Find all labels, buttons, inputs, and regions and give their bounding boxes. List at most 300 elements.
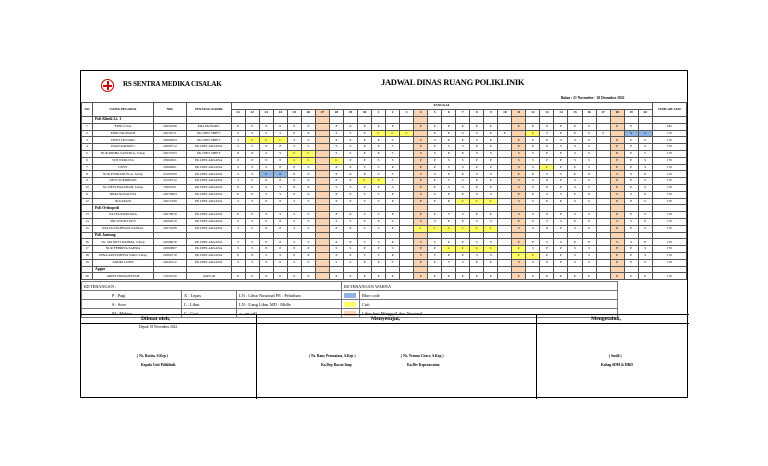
row-total: 176 <box>652 252 686 259</box>
schedule-cell <box>414 232 428 239</box>
schedule-cell: S <box>526 259 540 266</box>
schedule-cell: S <box>231 130 245 137</box>
row-job: PK I/PELAKSANA <box>186 259 231 266</box>
schedule-cell: S <box>540 218 554 225</box>
schedule-cell: S <box>568 178 582 185</box>
row-no: 15 <box>82 225 93 232</box>
page-title: JADWAL DINAS RUANG POLIKLINIK <box>381 77 525 87</box>
schedule-cell: S <box>287 137 301 144</box>
schedule-cell <box>582 266 596 273</box>
date-header: 9 <box>484 110 498 117</box>
schedule-cell <box>315 266 329 273</box>
schedule-cell: S <box>568 225 582 232</box>
row-no: 10 <box>82 184 93 191</box>
schedule-cell <box>456 266 470 273</box>
schedule-cell: P <box>273 259 287 266</box>
schedule-cell: P <box>231 252 245 259</box>
schedule-cell: S <box>540 191 554 198</box>
schedule-cell <box>372 266 386 273</box>
schedule-cell: P <box>273 239 287 246</box>
schedule-cell: S <box>484 252 498 259</box>
row-job: PK I/PELAKSANA <box>186 252 231 259</box>
schedule-cell: P <box>554 198 568 205</box>
schedule-cell: P <box>245 273 259 280</box>
row-total: 176 <box>652 150 686 157</box>
schedule-cell <box>358 232 372 239</box>
row-total: 176 <box>652 239 686 246</box>
schedule-cell: S <box>231 246 245 253</box>
schedule-cell: S <box>456 184 470 191</box>
schedule-cell <box>498 259 512 266</box>
table-row <box>82 212 687 219</box>
schedule-cell <box>287 266 301 273</box>
schedule-cell <box>568 117 582 124</box>
schedule-cell: C <box>259 137 273 144</box>
schedule-cell: P <box>343 239 357 246</box>
schedule-cell: P <box>610 178 624 185</box>
schedule-cell: P <box>231 150 245 157</box>
schedule-cell: S <box>428 218 442 225</box>
schedule-cell <box>428 266 442 273</box>
date-header: 8 <box>470 110 484 117</box>
schedule-cell: C <box>442 246 456 253</box>
schedule-cell <box>442 266 456 273</box>
schedule-cell: S <box>582 225 596 232</box>
schedule-cell <box>582 205 596 212</box>
row-name: NIA RIANI <box>92 198 153 205</box>
schedule-cell <box>358 117 372 124</box>
schedule-cell: P <box>358 246 372 253</box>
schedule-cell: S <box>638 246 652 253</box>
schedule-cell: S <box>512 150 526 157</box>
schedule-cell <box>231 205 245 212</box>
schedule-cell: P <box>414 164 428 171</box>
schedule-cell: P <box>329 198 343 205</box>
schedule-cell: P <box>343 157 357 164</box>
schedule-cell: P <box>610 144 624 151</box>
schedule-cell: S <box>512 225 526 232</box>
schedule-cell <box>610 130 624 137</box>
schedule-cell: S <box>512 184 526 191</box>
schedule-cell: S <box>329 246 343 253</box>
schedule-cell: P <box>245 212 259 219</box>
schedule-cell <box>428 232 442 239</box>
schedule-cell: C <box>414 225 428 232</box>
schedule-cell: P <box>456 171 470 178</box>
schedule-cell <box>582 117 596 124</box>
schedule-cell <box>498 252 512 259</box>
schedule-cell: S <box>456 157 470 164</box>
schedule-cell: P <box>484 123 498 130</box>
row-name: DINA ARYONIFITA SARI, S.Kep <box>92 252 153 259</box>
schedule-cell: S <box>428 239 442 246</box>
schedule-cell: P <box>414 198 428 205</box>
schedule-cell <box>400 273 414 280</box>
schedule-cell <box>358 205 372 212</box>
schedule-cell: P <box>273 123 287 130</box>
section-spacer <box>153 266 186 273</box>
schedule-cell: P <box>273 218 287 225</box>
schedule-cell: S <box>456 130 470 137</box>
row-nik: 22100709 <box>153 171 186 178</box>
schedule-cell: S <box>526 164 540 171</box>
schedule-cell: S <box>638 137 652 144</box>
schedule-cell: P <box>540 150 554 157</box>
schedule-cell <box>498 239 512 246</box>
schedule-cell <box>596 252 610 259</box>
schedule-cell: P <box>540 157 554 164</box>
schedule-cell: S <box>470 130 484 137</box>
schedule-cell <box>400 246 414 253</box>
row-job: PK I/PELAKSANA <box>186 246 231 253</box>
schedule-cell <box>273 205 287 212</box>
schedule-cell: S <box>245 218 259 225</box>
schedule-cell: P <box>554 212 568 219</box>
row-name: NUR RIDHA SANTIKA, S.Kep <box>92 150 153 157</box>
schedule-cell: P <box>358 144 372 151</box>
schedule-cell <box>610 266 624 273</box>
schedule-cell: P <box>498 130 512 137</box>
schedule-cell <box>315 117 329 124</box>
schedule-cell <box>315 184 329 191</box>
date-header: 5 <box>428 110 442 117</box>
schedule-cell: S <box>372 225 386 232</box>
col-job: JENJANG KARIR <box>186 103 231 117</box>
schedule-cell <box>315 123 329 130</box>
schedule-cell: S <box>442 184 456 191</box>
row-total: 176 <box>652 130 686 137</box>
schedule-cell <box>400 178 414 185</box>
schedule-cell: S <box>273 212 287 219</box>
schedule-cell: S <box>442 144 456 151</box>
row-job: PK I/PELAKSANA <box>186 239 231 246</box>
schedule-cell: P <box>442 239 456 246</box>
schedule-cell <box>343 232 357 239</box>
schedule-cell <box>554 232 568 239</box>
schedule-cell: P <box>287 123 301 130</box>
schedule-cell: S <box>470 171 484 178</box>
schedule-cell: P <box>456 123 470 130</box>
schedule-cell: P <box>610 157 624 164</box>
schedule-cell <box>273 117 287 124</box>
schedule-cell: P <box>512 137 526 144</box>
schedule-cell: S <box>414 252 428 259</box>
row-no: 16 <box>82 239 93 246</box>
row-total: 176 <box>652 225 686 232</box>
schedule-cell: P <box>456 150 470 157</box>
legend-cuti: C : Cuti <box>182 309 237 318</box>
schedule-cell: S <box>568 259 582 266</box>
schedule-cell: S <box>540 239 554 246</box>
schedule-cell <box>498 225 512 232</box>
known-label: Mengetahui, <box>591 316 621 322</box>
schedule-cell: P <box>414 184 428 191</box>
section-spacer <box>153 117 186 124</box>
schedule-cell: P <box>329 171 343 178</box>
schedule-cell: P <box>414 144 428 151</box>
legend-color-title: KETERANGAN WARNA <box>342 282 618 291</box>
schedule-cell: P <box>301 246 315 253</box>
schedule-cell: P <box>540 144 554 151</box>
schedule-cell: P <box>554 225 568 232</box>
section-spacer <box>186 205 231 212</box>
schedule-cell: S <box>329 150 343 157</box>
schedule-cell: P <box>484 259 498 266</box>
schedule-cell <box>456 205 470 212</box>
schedule-cell: S <box>638 164 652 171</box>
schedule-cell <box>456 232 470 239</box>
schedule-cell: P <box>358 184 372 191</box>
row-job: PRA PK/BARU <box>186 123 231 130</box>
schedule-cell: S <box>273 191 287 198</box>
row-total: 176 <box>652 178 686 185</box>
section-spacer <box>82 205 93 212</box>
schedule-cell: P <box>259 246 273 253</box>
schedule-cell <box>301 205 315 212</box>
schedule-cell <box>273 232 287 239</box>
schedule-cell: P <box>358 157 372 164</box>
schedule-cell <box>414 117 428 124</box>
schedule-cell: S <box>259 164 273 171</box>
schedule-cell: P <box>329 225 343 232</box>
schedule-cell <box>582 232 596 239</box>
schedule-cell <box>610 232 624 239</box>
row-job: PK I/PELAKSANA <box>186 198 231 205</box>
schedule-cell: P <box>329 239 343 246</box>
schedule-cell: P <box>372 137 386 144</box>
schedule-cell <box>498 150 512 157</box>
schedule-cell: S <box>386 171 400 178</box>
sig1-name: ( Ns. Rosita, S.Kep ) <box>137 354 168 358</box>
schedule-cell: P <box>386 212 400 219</box>
schedule-cell: C <box>526 130 540 137</box>
legend-sore: S : Sore <box>82 300 182 309</box>
schedule-cell: S <box>428 191 442 198</box>
schedule-cell: P <box>428 144 442 151</box>
schedule-cell: S <box>231 225 245 232</box>
schedule-cell: S <box>470 191 484 198</box>
schedule-cell: S <box>372 239 386 246</box>
schedule-cell: P <box>610 198 624 205</box>
schedule-cell: S <box>526 198 540 205</box>
schedule-cell: S <box>259 150 273 157</box>
schedule-cell: P <box>624 273 638 280</box>
schedule-cell: P <box>414 273 428 280</box>
row-job: ASPS III <box>186 273 231 280</box>
schedule-cell: P <box>287 191 301 198</box>
schedule-cell: P <box>301 171 315 178</box>
schedule-cell: P <box>638 171 652 178</box>
schedule-cell: P <box>287 252 301 259</box>
schedule-cell: P <box>484 178 498 185</box>
schedule-cell: S <box>638 198 652 205</box>
row-job: PK I/PELAKSANA <box>186 157 231 164</box>
date-header: 20 <box>638 110 652 117</box>
schedule-cell: S <box>568 252 582 259</box>
date-header: 14 <box>554 110 568 117</box>
schedule-cell <box>498 273 512 280</box>
schedule-cell: S <box>582 178 596 185</box>
row-total: 176 <box>652 212 686 219</box>
sig-divider-2 <box>536 314 537 399</box>
schedule-cell: P <box>470 157 484 164</box>
row-no: 17 <box>82 246 93 253</box>
schedule-cell: S <box>259 130 273 137</box>
schedule-cell: S <box>245 171 259 178</box>
schedule-cell: P <box>259 144 273 151</box>
schedule-cell <box>638 123 652 130</box>
schedule-cell: P <box>624 164 638 171</box>
schedule-cell: P <box>386 191 400 198</box>
schedule-cell: P <box>456 239 470 246</box>
date-header: 26 <box>301 110 315 117</box>
schedule-cell: P <box>273 273 287 280</box>
schedule-cell: P <box>526 144 540 151</box>
date-header: 29 <box>343 110 357 117</box>
schedule-cell: P <box>414 246 428 253</box>
schedule-cell: P <box>512 144 526 151</box>
schedule-cell: P <box>582 218 596 225</box>
schedule-cell: S <box>414 137 428 144</box>
schedule-cell <box>400 205 414 212</box>
schedule-cell: S <box>287 225 301 232</box>
schedule-cell: P <box>231 191 245 198</box>
schedule-cell <box>554 205 568 212</box>
schedule-cell <box>624 205 638 212</box>
schedule-cell: P <box>273 198 287 205</box>
schedule-cell: S <box>596 130 610 137</box>
schedule-cell: P <box>259 171 273 178</box>
section-spacer <box>153 205 186 212</box>
schedule-cell: C <box>540 164 554 171</box>
schedule-cell: P <box>484 157 498 164</box>
schedule-cell: P <box>301 178 315 185</box>
schedule-cell: P <box>526 191 540 198</box>
schedule-cell: S <box>287 144 301 151</box>
schedule-cell: P <box>329 273 343 280</box>
section-spacer <box>82 232 93 239</box>
schedule-cell: P <box>428 164 442 171</box>
schedule-cell: P <box>259 239 273 246</box>
schedule-cell <box>498 137 512 144</box>
col-total: JUMLAH JAM <box>652 103 686 117</box>
row-nik: 22071209 <box>153 198 186 205</box>
schedule-cell: S <box>301 198 315 205</box>
schedule-cell: S <box>343 150 357 157</box>
schedule-cell: P <box>456 137 470 144</box>
schedule-cell: C <box>456 246 470 253</box>
schedule-cell: P <box>301 191 315 198</box>
schedule-cell: P <box>512 171 526 178</box>
schedule-cell: P <box>245 157 259 164</box>
schedule-cell <box>400 232 414 239</box>
schedule-cell: S <box>386 144 400 151</box>
schedule-cell: S <box>638 178 652 185</box>
schedule-cell: P <box>386 164 400 171</box>
schedule-cell: S <box>484 171 498 178</box>
section-label: Poli Jantung <box>92 232 153 239</box>
table-row <box>82 246 687 253</box>
row-no: 4 <box>82 144 93 151</box>
schedule-cell: S <box>456 164 470 171</box>
schedule-cell: S <box>301 137 315 144</box>
schedule-cell <box>343 117 357 124</box>
schedule-cell <box>400 198 414 205</box>
schedule-cell: C <box>428 225 442 232</box>
schedule-cell: P <box>554 184 568 191</box>
schedule-cell: S <box>372 178 386 185</box>
schedule-cell: P <box>610 273 624 280</box>
schedule-cell: S <box>442 259 456 266</box>
schedule-cell: P <box>343 164 357 171</box>
schedule-cell: C <box>442 225 456 232</box>
schedule-cell: P <box>484 273 498 280</box>
schedule-cell: S <box>414 239 428 246</box>
schedule-cell: S <box>343 184 357 191</box>
date-header: 24 <box>273 110 287 117</box>
section-spacer <box>652 232 686 239</box>
schedule-cell: S <box>470 218 484 225</box>
row-job: PK I/PELAKSANA <box>186 171 231 178</box>
place-date: Depok 19 November 2022 <box>139 325 178 329</box>
sig1-role: Kepala Unit Poliklinik <box>141 363 176 367</box>
schedule-cell: P <box>259 178 273 185</box>
schedule-cell: P <box>484 164 498 171</box>
schedule-cell: S <box>245 225 259 232</box>
schedule-cell <box>372 232 386 239</box>
schedule-cell: C <box>245 137 259 144</box>
schedule-cell: P <box>624 123 638 130</box>
row-job: PK I/PELAKSANA <box>186 184 231 191</box>
schedule-cell: P <box>554 150 568 157</box>
schedule-cell: S <box>568 212 582 219</box>
schedule-cell: S <box>582 198 596 205</box>
schedule-cell: P <box>372 184 386 191</box>
schedule-cell <box>568 232 582 239</box>
schedule-cell: S <box>582 150 596 157</box>
col-nik: NIK <box>153 103 186 117</box>
schedule-cell: P <box>287 184 301 191</box>
schedule-cell: P <box>287 171 301 178</box>
schedule-cell: P <box>470 144 484 151</box>
schedule-cell: P <box>442 191 456 198</box>
schedule-cell: S <box>582 259 596 266</box>
schedule-cell: P <box>386 225 400 232</box>
sig-sub-line <box>81 323 689 324</box>
schedule-cell <box>273 266 287 273</box>
schedule-cell: P <box>245 150 259 157</box>
date-header: 30 <box>358 110 372 117</box>
date-header: 22 <box>245 110 259 117</box>
schedule-cell <box>498 205 512 212</box>
schedule-cell: P <box>329 123 343 130</box>
schedule-cell <box>498 178 512 185</box>
schedule-cell: S <box>414 218 428 225</box>
row-name: NUR FITRIANI ELA, S.Kep <box>92 171 153 178</box>
schedule-cell <box>315 273 329 280</box>
schedule-cell: S <box>582 252 596 259</box>
schedule-cell <box>512 117 526 124</box>
schedule-cell <box>315 164 329 171</box>
schedule-cell: P <box>638 191 652 198</box>
schedule-cell <box>372 205 386 212</box>
schedule-cell: P <box>301 252 315 259</box>
schedule-cell: S <box>287 259 301 266</box>
schedule-cell: S <box>301 259 315 266</box>
schedule-cell: C <box>512 252 526 259</box>
schedule-cell <box>400 266 414 273</box>
seen-label: Dibuat oleh, <box>141 316 171 322</box>
